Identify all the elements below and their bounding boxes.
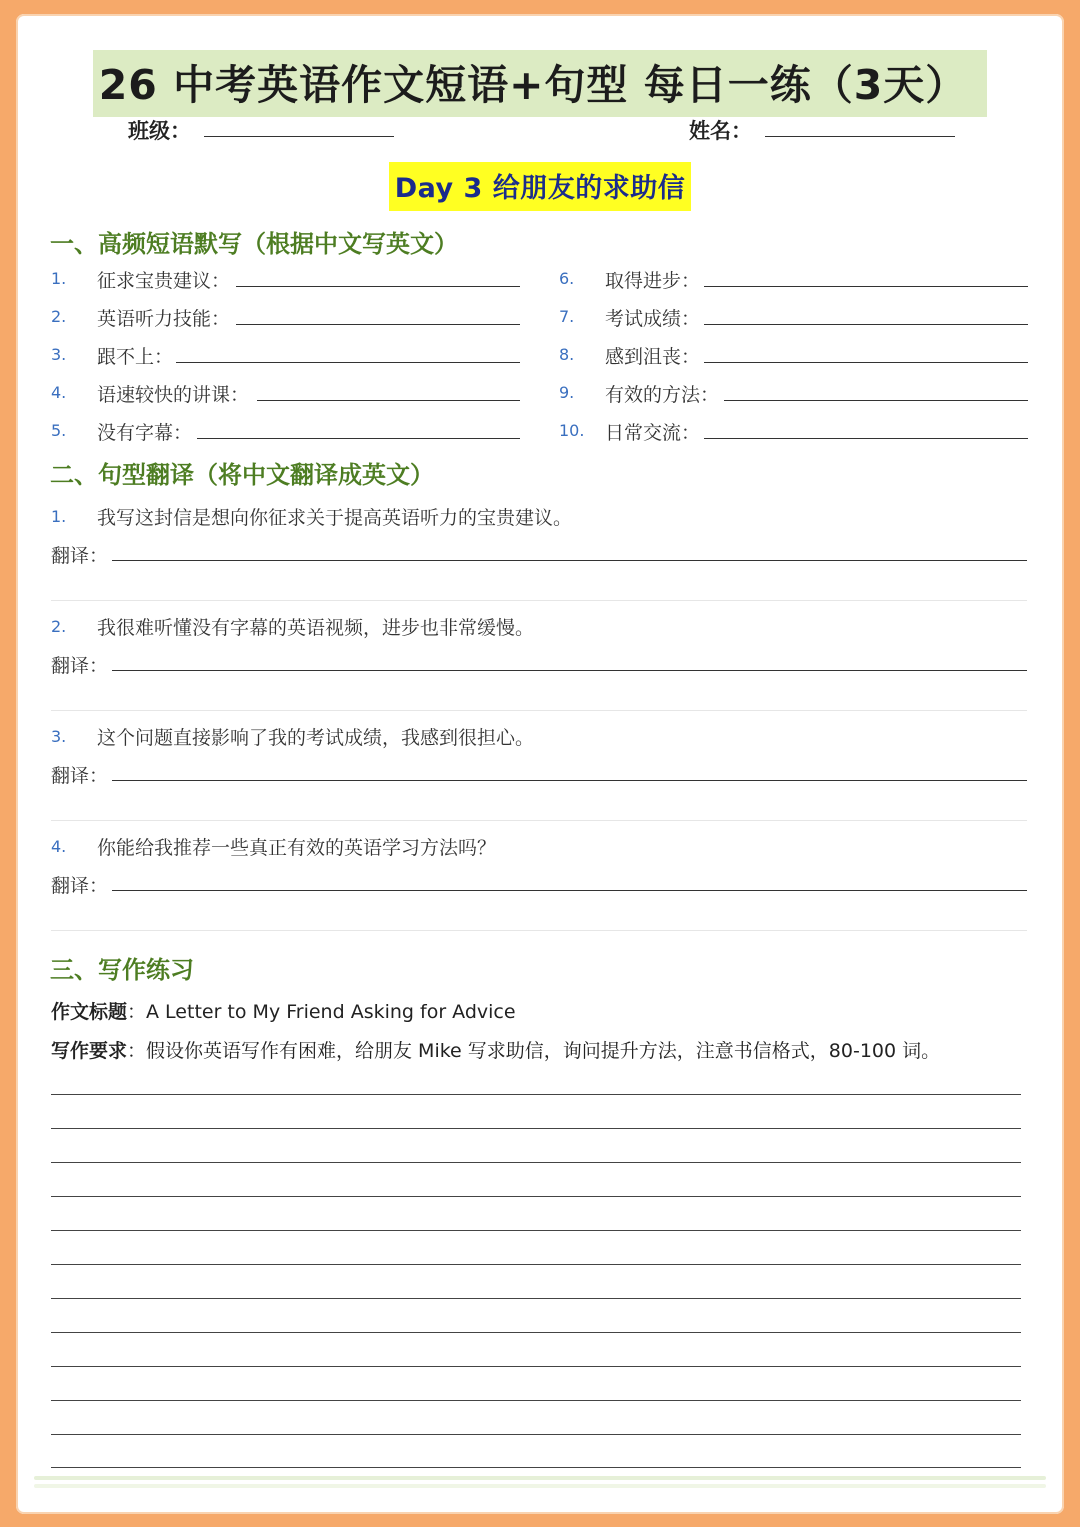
- phrase-number: 1.: [51, 269, 67, 288]
- phrase-prompt: 征求宝贵建议：: [97, 270, 231, 292]
- question-number: 4.: [51, 837, 67, 856]
- divider: [51, 600, 1027, 601]
- title-bar: [16, 50, 1064, 117]
- phrase-number: 7.: [559, 307, 575, 326]
- class-input-line[interactable]: [204, 136, 394, 137]
- question-number: 1.: [51, 507, 67, 526]
- phrase-number: 9.: [559, 383, 575, 402]
- phrase-answer-line[interactable]: [176, 362, 520, 363]
- day-title: Day 3 给朋友的求助信: [389, 162, 692, 211]
- translation-answer-line[interactable]: [112, 670, 1027, 671]
- phrase-answer-line[interactable]: [236, 324, 520, 325]
- question-text: 你能给我推荐一些真正有效的英语学习方法吗？: [97, 837, 497, 859]
- translation-label: 翻译：: [51, 545, 109, 567]
- phrase-answer-line[interactable]: [704, 324, 1028, 325]
- translation-label: 翻译：: [51, 765, 109, 787]
- writing-line[interactable]: [51, 1094, 1021, 1095]
- phrase-number: 10.: [559, 421, 585, 440]
- writing-line[interactable]: [51, 1298, 1021, 1299]
- divider: [51, 930, 1027, 931]
- phrase-prompt: 没有字幕：: [97, 422, 193, 444]
- phrase-answer-line[interactable]: [724, 400, 1028, 401]
- phrase-prompt: 有效的方法：: [605, 384, 720, 406]
- question-text: 我很难听懂没有字幕的英语视频，进步也非常缓慢。: [97, 617, 535, 639]
- phrase-prompt: 英语听力技能：: [97, 308, 231, 330]
- writing-line[interactable]: [51, 1162, 1021, 1163]
- writing-line[interactable]: [51, 1434, 1021, 1435]
- question-text: 我写这封信是想向你征求关于提高英语听力的宝贵建议。: [97, 507, 573, 529]
- phrase-answer-line[interactable]: [257, 400, 520, 401]
- footer-stripe: [34, 1476, 1046, 1480]
- phrase-number: 4.: [51, 383, 67, 402]
- translation-answer-line[interactable]: [112, 890, 1027, 891]
- worksheet-page: [16, 14, 1064, 1514]
- section1-title: 一、高频短语默写（根据中文写英文）: [50, 230, 458, 258]
- question-text: 这个问题直接影响了我的考试成绩，我感到很担心。: [97, 727, 535, 749]
- essay-requirement: [51, 1036, 940, 1063]
- phrase-answer-line[interactable]: [704, 438, 1028, 439]
- name-input-line[interactable]: [765, 136, 955, 137]
- translation-label: 翻译：: [51, 655, 109, 677]
- phrase-number: 8.: [559, 345, 575, 364]
- writing-line[interactable]: [51, 1467, 1021, 1468]
- phrase-number: 5.: [51, 421, 67, 440]
- essay-requirement-text: ：假设你英语写作有困难，给朋友 Mike 写求助信，询问提升方法，注意书信格式，80-100 词。: [127, 1040, 941, 1062]
- translation-answer-line[interactable]: [112, 560, 1027, 561]
- day-banner: [16, 162, 1064, 211]
- essay-topic: [51, 997, 516, 1024]
- phrase-prompt: 语速较快的讲课：: [97, 384, 250, 406]
- writing-line[interactable]: [51, 1332, 1021, 1333]
- phrase-answer-line[interactable]: [197, 438, 520, 439]
- writing-line[interactable]: [51, 1264, 1021, 1265]
- name-label: 姓名：: [689, 118, 752, 143]
- phrase-prompt: 感到沮丧：: [605, 346, 701, 368]
- question-number: 2.: [51, 617, 67, 636]
- translation-label: 翻译：: [51, 875, 109, 897]
- divider: [51, 820, 1027, 821]
- phrase-answer-line[interactable]: [704, 362, 1028, 363]
- phrase-prompt: 跟不上：: [97, 346, 174, 368]
- divider: [51, 710, 1027, 711]
- footer-stripe: [34, 1484, 1046, 1488]
- phrase-number: 6.: [559, 269, 575, 288]
- translation-answer-line[interactable]: [112, 780, 1027, 781]
- essay-requirement-label: 写作要求: [51, 1040, 128, 1062]
- section3-title: 三、写作练习: [50, 956, 194, 984]
- phrase-number: 3.: [51, 345, 67, 364]
- writing-line[interactable]: [51, 1128, 1021, 1129]
- phrase-answer-line[interactable]: [236, 286, 520, 287]
- writing-line[interactable]: [51, 1366, 1021, 1367]
- writing-line[interactable]: [51, 1196, 1021, 1197]
- essay-topic-label: 作文标题: [51, 1001, 128, 1023]
- essay-topic-text: ：A Letter to My Friend Asking for Advice: [127, 1001, 516, 1023]
- phrase-answer-line[interactable]: [704, 286, 1028, 287]
- section2-title: 二、句型翻译（将中文翻译成英文）: [50, 461, 434, 489]
- phrase-prompt: 取得进步：: [605, 270, 701, 292]
- phrase-prompt: 日常交流：: [605, 422, 701, 444]
- phrase-prompt: 考试成绩：: [605, 308, 701, 330]
- class-label: 班级：: [128, 118, 191, 143]
- worksheet-title: 26 中考英语作文短语+句型 每日一练（3天）: [93, 50, 987, 117]
- writing-line[interactable]: [51, 1400, 1021, 1401]
- phrase-number: 2.: [51, 307, 67, 326]
- question-number: 3.: [51, 727, 67, 746]
- writing-line[interactable]: [51, 1230, 1021, 1231]
